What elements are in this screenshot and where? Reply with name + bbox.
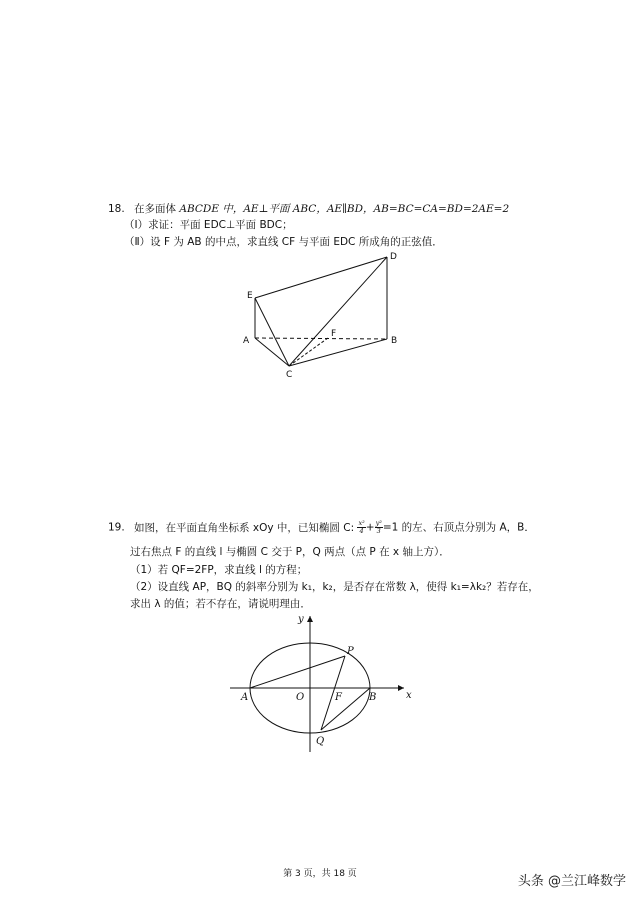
q19-stem [108,520,535,535]
q18-part1: （Ⅰ）求证：平面 EDC⊥平面 BDC； [124,219,293,231]
q19-stem-a: 如图，在平面直角坐标系 xOy 中，已知椭圆 C: [134,521,355,534]
label-A19: A [241,692,249,703]
q19-part2: （2）设直线 AP，BQ 的斜率分别为 k₁，k₂，是否存在常数 λ，使得 k₁=λk₂？若存在， [130,581,539,593]
q19-plus: + [365,521,375,534]
label-D: D [390,252,397,262]
q19-part2-cont: 求出 λ 的值；若不存在，请说明理由． [130,598,311,610]
edge-CD [289,257,387,366]
edge-ED [255,257,387,298]
label-O: O [296,692,305,703]
edge-EC [255,298,289,366]
label-F: F [331,329,337,339]
q19-frac-x-num: x² [358,519,365,527]
ellipse-C [250,643,370,733]
q19-part1: （1）若 QF=2FP，求直线 l 的方程； [130,564,308,576]
label-Q: Q [316,736,325,747]
edge-CB [289,339,387,366]
q18-stem-math: ABCDE 中，AE⊥平面 ABC，AE∥BD，AB=BC=CA=BD=2AE=2 [179,203,510,215]
label-B: B [391,336,398,346]
watermark-text: 头条 @兰江峰数学 [517,874,626,889]
q19-frac-y [375,520,383,535]
q19-frac-x-den: 4 [359,527,364,535]
q18-number: 18. [108,203,125,215]
line-QB [321,688,370,730]
label-B19: B [369,692,377,703]
label-y: y [298,614,304,625]
q19-stem-b: =1 的左、右顶点分别为 A，B． [382,521,535,534]
label-x: x [406,690,412,701]
q19-frac-y-num: y² [375,519,382,527]
edge-AC [255,338,289,366]
q19-stem-c: 过右焦点 F 的直线 l 与椭圆 C 交于 P，Q 两点（点 P 在 x 轴上方）． [130,546,450,558]
label-C: C [286,370,293,380]
q19-frac-y-den: 3 [376,527,381,535]
edge-AB-dashed [255,338,387,339]
watermark [518,870,626,889]
q18-stem [108,202,509,216]
edge-CF-dashed [289,338,328,366]
line-AP [250,656,345,688]
q18-part2: （Ⅱ）设 F 为 AB 的中点，求直线 CF 与平面 EDC 所成角的正弦值． [124,236,443,248]
label-P: P [347,646,354,657]
page-footer: 第 3 页，共 18 页 [283,869,357,879]
label-E: E [247,291,253,301]
q18-stem-prefix: 在多面体 [134,203,177,215]
q19-frac-x [357,520,365,535]
label-A: A [243,336,250,346]
q19-number: 19. [108,521,125,534]
line-PQ [321,656,345,730]
label-F19: F [335,692,342,703]
